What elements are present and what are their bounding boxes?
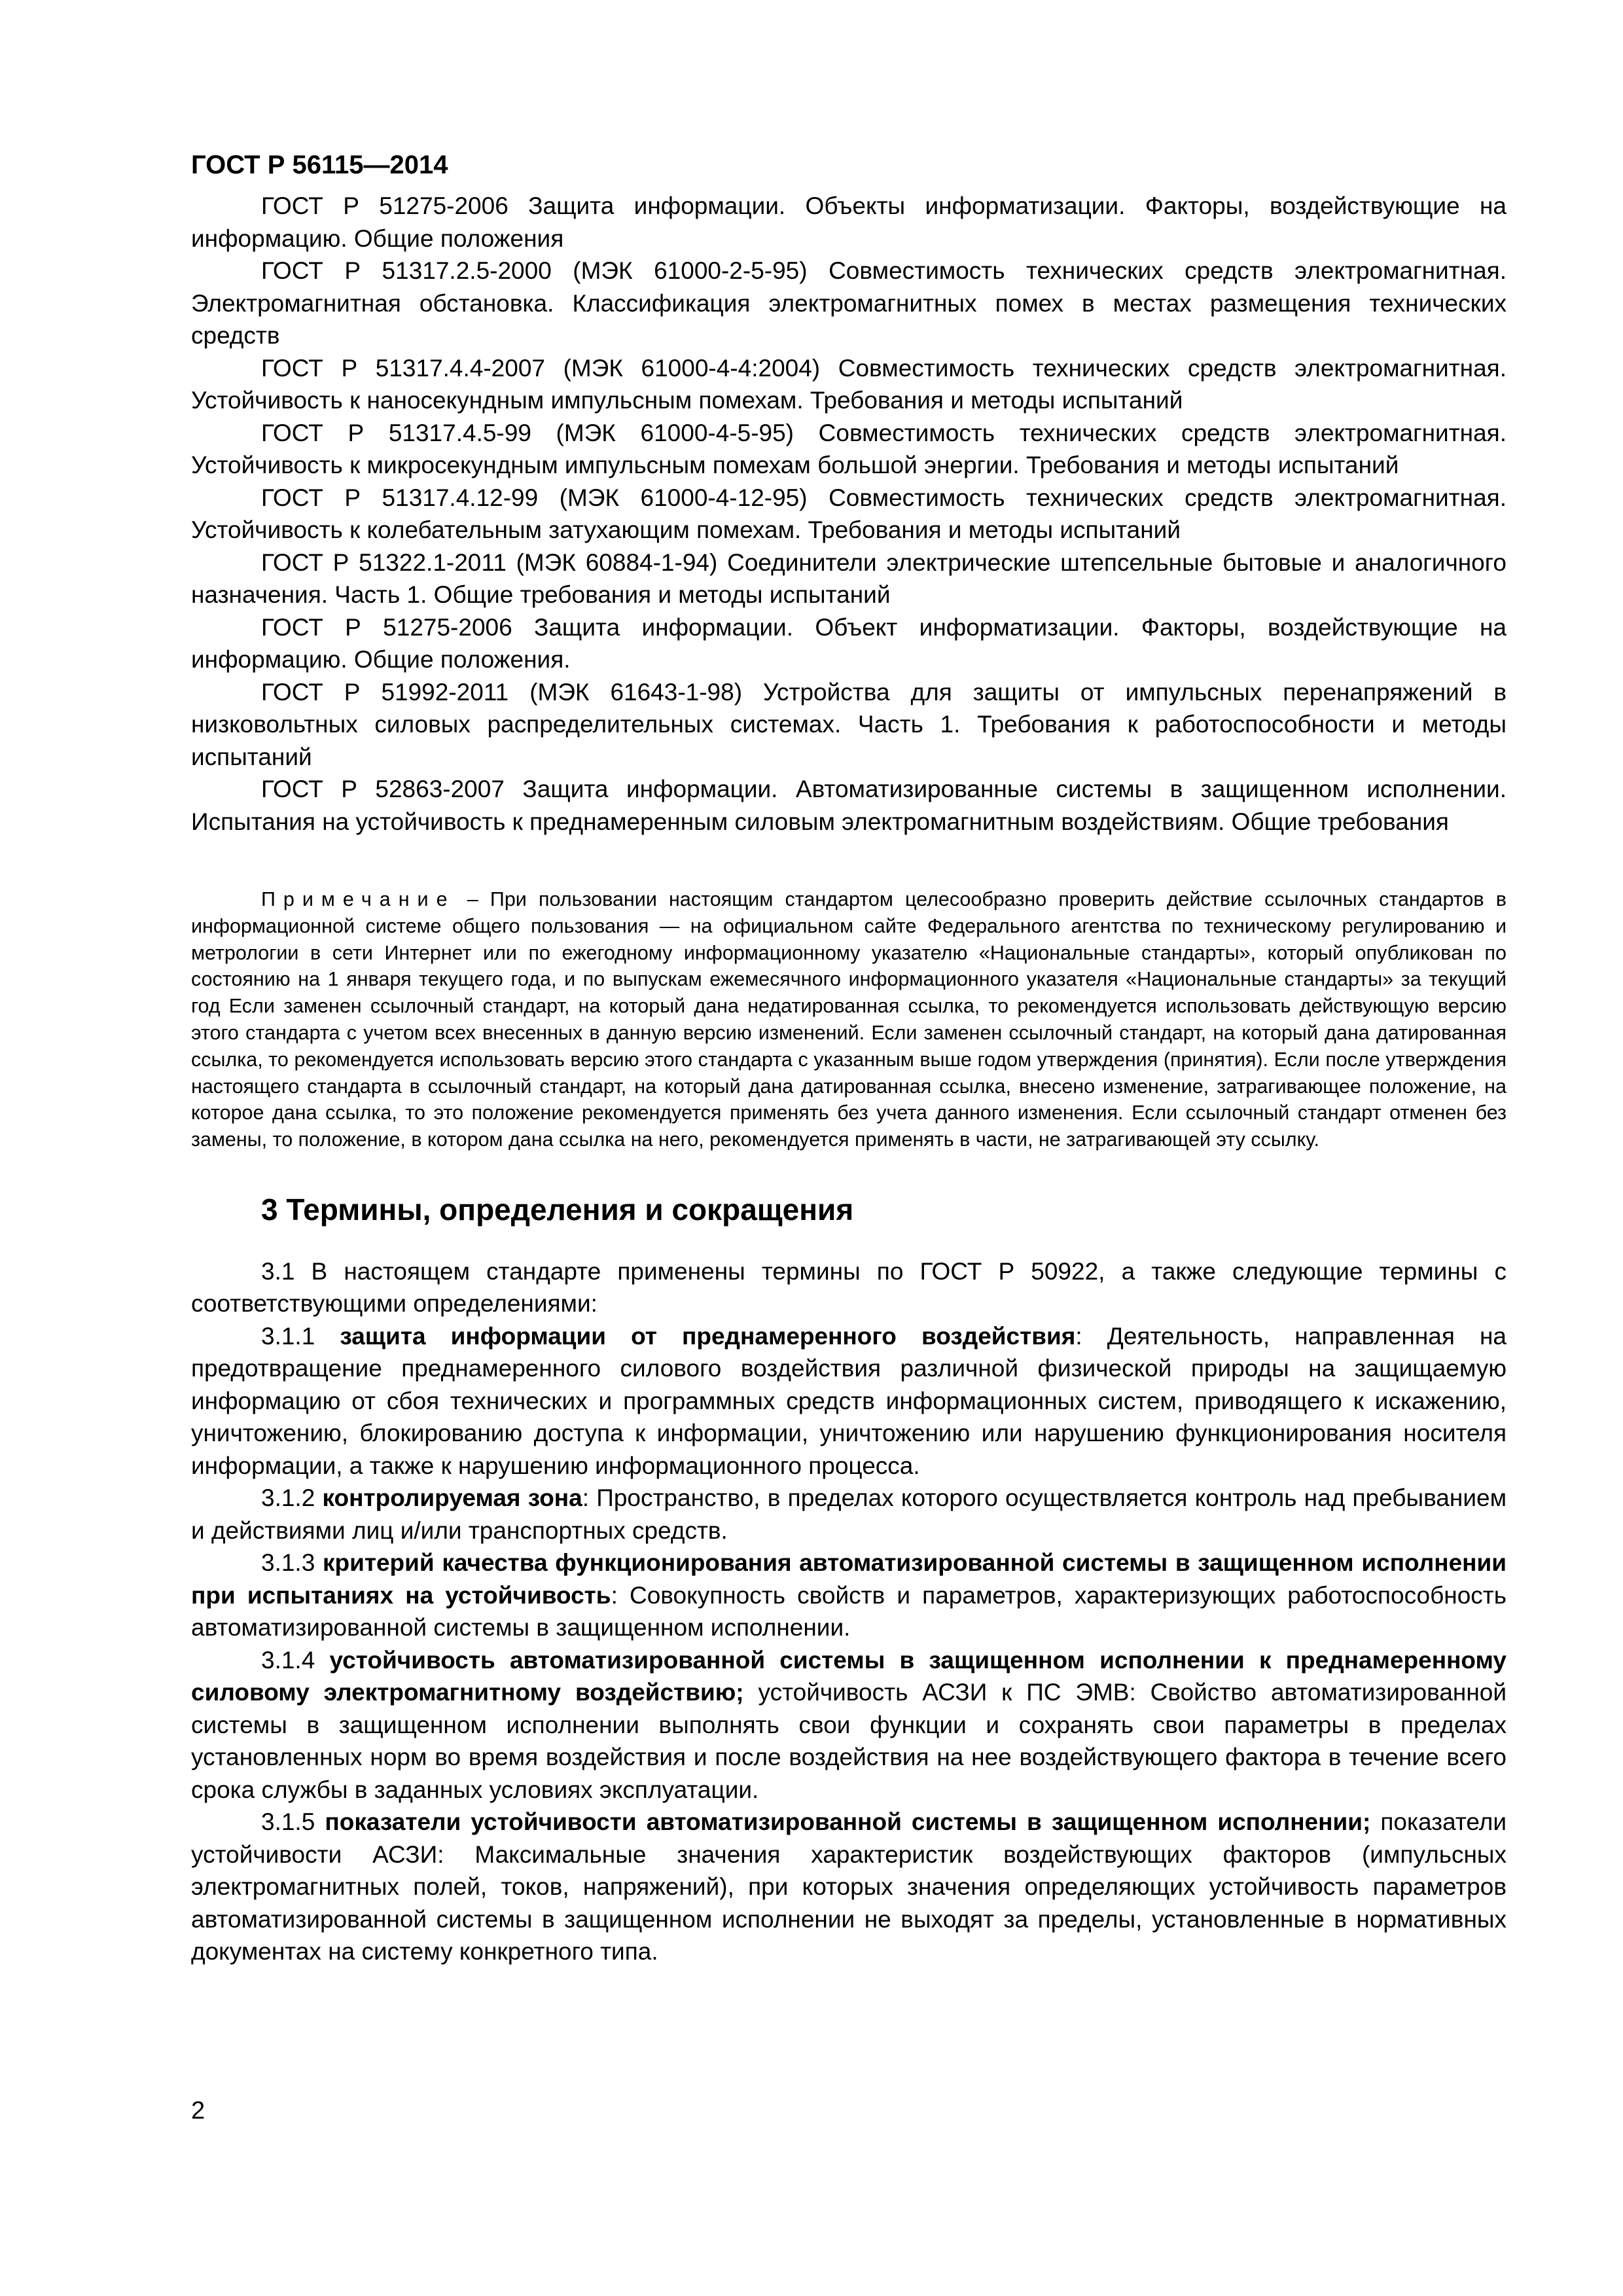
reference-item: ГОСТ Р 52863-2007 Защита информации. Автоматизированные системы в защищенном исполнении. Испытания на устойчивость к преднамеренным силовым электромагнитным воздействиям. Общие требования bbox=[191, 776, 1507, 835]
reference-item: ГОСТ Р 51322.1-2011 (МЭК 60884-1-94) Соединители электрические штепсельные бытовые и аналогичного назначения. Часть 1. Общие требования и методы испытаний bbox=[191, 548, 1507, 608]
normative-references-list bbox=[191, 190, 1507, 838]
term-title: защита информации от преднамеренного воздействия bbox=[340, 1322, 1076, 1350]
document-page bbox=[191, 149, 1507, 1968]
term-definition bbox=[191, 1482, 1507, 1547]
term-number: 3.1.3 bbox=[261, 1549, 323, 1577]
term-body: : Совокупность свойств и параметров, характеризующих работоспособность автоматизированной системы в защищенном исполнении. bbox=[191, 1581, 1507, 1641]
reference-item: ГОСТ Р 51317.4.12-99 (МЭК 61000-4-12-95) Совместимость технических средств электромагнитная. Устойчивость к колебательным затухающим помехам. Требования и методы испытаний bbox=[191, 484, 1507, 543]
reference-item: ГОСТ Р 51275-2006 Защита информации. Объект информатизации. Факторы, воздействующие на информацию. Общие положения. bbox=[191, 613, 1507, 673]
standard-code-header: ГОСТ Р 56115—2014 bbox=[191, 151, 448, 179]
page-number: 2 bbox=[191, 2097, 205, 2125]
term-body: : Пространство, в пределах которого осуществляется контроль над пребыванием и действиями лиц и/или транспортных средств. bbox=[191, 1484, 1507, 1544]
term-definition bbox=[191, 1547, 1507, 1644]
term-title: контролируемая зона bbox=[322, 1484, 582, 1512]
term-definition bbox=[191, 1644, 1507, 1806]
reference-item: ГОСТ Р 51992-2011 (МЭК 61643-1-98) Устройства для защиты от импульсных перенапряжений в низковольтных силовых распределительных системах. Часть 1. Требования к работоспособности и методы испытаний bbox=[191, 678, 1507, 770]
term-title: критерий качества функционирования автоматизированной системы в защищенном исполнении при испытаниях на устойчивость bbox=[191, 1549, 1507, 1609]
term-number: 3.1.2 bbox=[261, 1484, 323, 1512]
term-body: : Деятельность, направленная на предотвращение преднамеренного силового воздействия различной физической природы на защищаемую информацию от сбоя технических и программных средств информационных систем, приводящего к искажению, уничтожению, блокированию доступа к информации, уничтожению или нарушению функционирования носителя информации, а также к нарушению информационного процесса. bbox=[191, 1322, 1507, 1479]
term-body: устойчивость АСЗИ к ПС ЭМВ: Свойство автоматизированной системы в защищенном исполнении выполнять свои функции и сохранять свои параметры в пределах установленных норм во время воздействия и после воздействия на нее воздействующего фактора в течение всего срока службы в заданных условиях эксплуатации. bbox=[191, 1679, 1507, 1803]
reference-item: ГОСТ Р 51317.4.5-99 (МЭК 61000-4-5-95) Совместимость технических средств электромагнитная. Устойчивость к микросекундным импульсным помехам большой энергии. Требования и методы испытаний bbox=[191, 419, 1507, 478]
term-number: 3.1.1 bbox=[261, 1322, 340, 1350]
note-label: Примечание bbox=[261, 888, 455, 910]
section-heading: 3 Термины, определения и сокращения bbox=[261, 1192, 854, 1227]
term-title: устойчивость автоматизированной системы в защищенном исполнении к преднамеренному силовому электромагнитному воздействию; bbox=[191, 1646, 1507, 1706]
reference-item: ГОСТ Р 51275-2006 Защита информации. Объекты информатизации. Факторы, воздействующие на информацию. Общие положения bbox=[191, 192, 1507, 252]
term-title: показатели устойчивости автоматизированной системы в защищенном исполнении; bbox=[325, 1808, 1371, 1836]
reference-item: ГОСТ Р 51317.2.5-2000 (МЭК 61000-2-5-95) Совместимость технических средств электромагнитная. Электромагнитная обстановка. Классификация электромагнитных помех в местах размещения технических средств bbox=[191, 257, 1507, 349]
term-body: показатели устойчивости АСЗИ: Максимальные значения характеристик воздействующих факторов (импульсных электромагнитных полей, токов, напряжений), при которых значения определяющих устойчивость параметров автоматизированной системы в защищенном исполнении не выходят за пределы, установленные в нормативных документах на систему конкретного типа. bbox=[191, 1808, 1507, 1965]
note-text: – При пользовании настоящим стандартом целесообразно проверить действие ссылочных стандартов в информационной системе общего пользования — на официальном сайте Федерального агентства по техническому регулированию и метрологии в сети Интернет или по ежегодному информационному указателю «Национальные стандарты», который опубликован по состоянию на 1 января текущего года, и по выпускам ежемесячного информационного указателя «Национальные стандарты» за текущий год Если заменен ссылочный стандарт, на который дана недатированная ссылка, то рекомендуется использовать действующую версию этого стандарта с учетом всех внесенных в данную версию изменений. Если заменен ссылочный стандарт, на который дана датированная ссылка, то рекомендуется использовать версию этого стандарта с указанным выше годом утверждения (принятия). Если после утверждения настоящего стандарта в ссылочный стандарт, на который дана датированная ссылка, внесено изменение, затрагивающее положение, на которое дана ссылка, то это положение рекомендуется применять без учета данного изменения. Если ссылочный стандарт отменен без замены, то положение, в котором дана ссылка на него, рекомендуется применять в части, не затрагивающей эту ссылку. bbox=[191, 888, 1507, 1151]
section-intro: 3.1 В настоящем стандарте применены термины по ГОСТ Р 50922, а также следующие термины с соответствующими определениями: bbox=[191, 1257, 1507, 1318]
term-number: 3.1.5 bbox=[261, 1808, 325, 1836]
term-definition bbox=[191, 1806, 1507, 1968]
term-definition bbox=[191, 1320, 1507, 1482]
term-number: 3.1.4 bbox=[261, 1646, 330, 1674]
note-paragraph bbox=[191, 886, 1507, 1153]
reference-item: ГОСТ Р 51317.4.4-2007 (МЭК 61000-4-4:2004) Совместимость технических средств электромагнитная. Устойчивость к наносекундным импульсным помехам. Требования и методы испытаний bbox=[191, 354, 1507, 414]
